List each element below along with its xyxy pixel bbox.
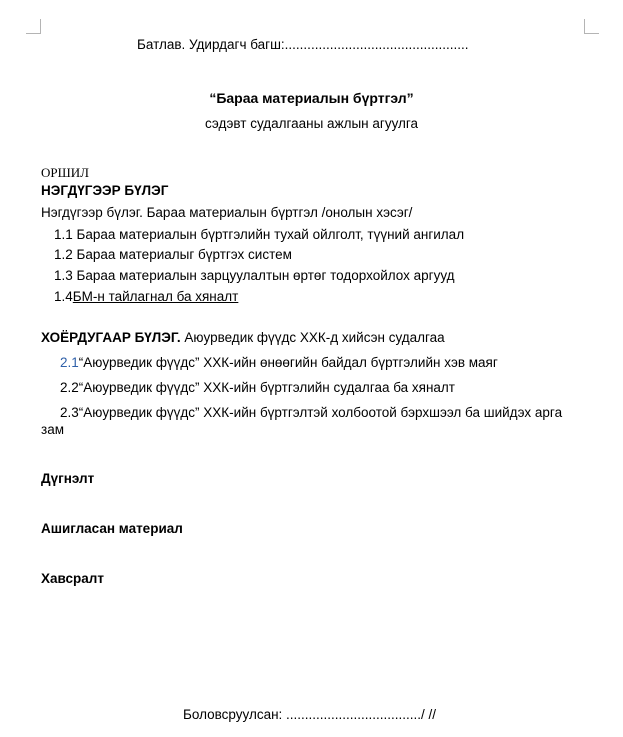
document-subtitle: сэдэвт судалгааны ажлын агуулга <box>204 116 419 131</box>
document-title: “Бараа материалын бүртгэл” <box>209 90 414 106</box>
appendix-heading: Хавсралт <box>41 571 104 586</box>
toc-item-1-3: 1.3 Бараа материалын зарцуулалтын өртөг тодорхойлох аргууд <box>54 268 455 283</box>
toc-item-1-1: 1.1 Бараа материалын бүртгэлийн тухай ойлголт, түүний ангилал <box>54 227 465 242</box>
prepared-by-line: Боловсруулсан: ..................................../ // <box>183 707 437 722</box>
toc-item-2-2: 2.2“Аюурведик фүүдс” ХХК-ийн бүртгэлийн судалгаа ба хяналт <box>60 380 455 395</box>
approval-line: Батлав. Удирдагч багш:................................................. <box>137 37 469 52</box>
references-heading: Ашигласан материал <box>41 521 183 536</box>
chapter1-heading: НЭГДҮГЭЭР БҮЛЭГ <box>41 183 169 198</box>
chapter2-heading <box>41 330 445 345</box>
toc-item-2-1 <box>60 355 498 370</box>
conclusion-heading: Дүгнэлт <box>41 471 95 486</box>
right-crop-mark <box>584 19 599 34</box>
toc-item-1-4 <box>54 289 238 304</box>
toc-item-2-3-continuation: зам <box>41 422 64 437</box>
toc-item-1-2: 1.2 Бараа материалыг бүртгэх систем <box>54 247 292 262</box>
left-crop-mark <box>26 19 41 34</box>
toc-item-2-1-number: 2.1 <box>60 355 79 370</box>
chapter2-heading-label: ХОЁРДУГААР БҮЛЭГ. <box>41 330 181 345</box>
chapter1-subheading: Нэгдүгээр бүлэг. Бараа материалын бүртгэл /онолын хэсэг/ <box>41 205 413 220</box>
chapter2-heading-title: Аюурведик фүүдс ХХК-д хийсэн судалгаа <box>180 330 445 345</box>
toc-item-2-3: 2.3“Аюурведик фүүдс” ХХК-ийн бүртгэлтэй холбоотой бэрхшээл ба шийдэх арга <box>60 405 563 420</box>
toc-item-1-4-text: БМ-н тайлагнал ба хяналт <box>72 289 239 304</box>
toc-item-2-1-text: “Аюурведик фүүдс” ХХК-ийн өнөөгийн байдал бүртгэлийн хэв маяг <box>78 355 498 370</box>
toc-item-1-4-number: 1.4 <box>54 289 73 304</box>
intro-heading: ОРШИЛ <box>41 165 89 180</box>
